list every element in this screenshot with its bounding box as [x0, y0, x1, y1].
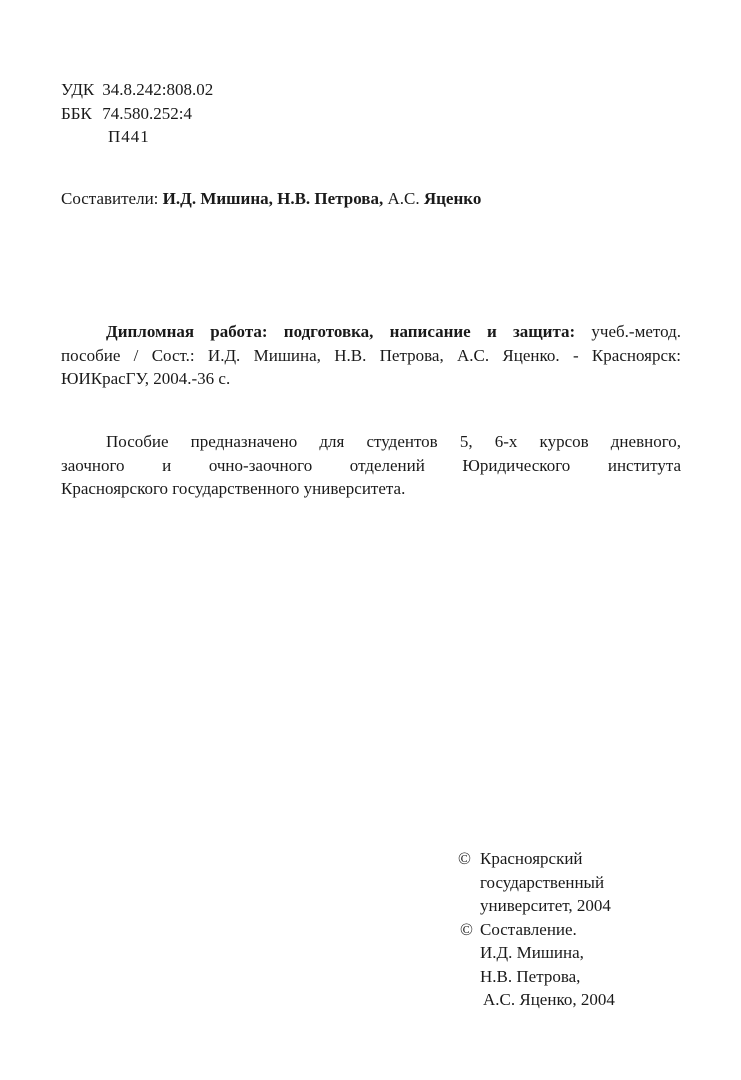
copyright-author-1: И.Д. Мишина,	[480, 943, 584, 962]
compilers-label: Составители:	[61, 189, 159, 208]
biblio-line-1-rest: учеб.-метод.	[591, 322, 681, 341]
bbk-label: ББК	[61, 104, 92, 123]
author-sign: П441	[108, 127, 150, 146]
copyright-author-3: А.С. Яценко, 2004	[483, 990, 615, 1009]
copyright-university-line-2: государственный	[480, 872, 605, 892]
compiler-third-surname: Яценко	[423, 189, 482, 208]
annotation	[61, 430, 681, 501]
udk-line	[61, 80, 213, 100]
copyright-university-line-3: университет, 2004	[480, 896, 611, 915]
bbk-line	[61, 104, 192, 124]
copyright-author-2: Н.В. Петрова,	[480, 966, 581, 986]
copyright-compilation-label: Составление.	[480, 919, 577, 939]
udk-label: УДК	[61, 80, 95, 99]
copyright-symbol: ©	[458, 849, 471, 868]
biblio-line-2: пособие / Сост.: И.Д. Мишина, Н.В. Петрова, А.С. Яценко. - Красноярск:	[61, 345, 681, 365]
bibliographic-description	[61, 320, 681, 391]
copyright-compilation-row	[458, 918, 615, 942]
copyright-university-row	[458, 847, 615, 871]
copyright-symbol: ©	[460, 919, 473, 939]
biblio-line-3: ЮИКрасГУ, 2004.-36 с.	[61, 369, 231, 388]
annotation-line-2: заочного и очно-заочного отделений Юридического института	[61, 455, 681, 475]
udk-value: 34.8.242:808.02	[102, 80, 214, 99]
annotation-line-1	[61, 430, 681, 454]
copyright-university-line-1: Красноярский	[480, 849, 583, 868]
copyright-block	[458, 847, 615, 1012]
compilers-names: И.Д. Мишина, Н.В. Петрова,	[162, 189, 384, 208]
annotation-line-1-text: Пособие предназначено для студентов 5, 6-х курсов дневного,	[106, 432, 681, 451]
bbk-value: 74.580.252:4	[102, 104, 192, 123]
biblio-line-1	[61, 320, 681, 344]
compilers-line	[61, 189, 481, 209]
compiler-third-initials: А.С.	[387, 189, 420, 208]
annotation-line-3: Красноярского государственного университета.	[61, 479, 406, 498]
biblio-title: Дипломная работа: подготовка, написание и защита:	[106, 322, 576, 341]
